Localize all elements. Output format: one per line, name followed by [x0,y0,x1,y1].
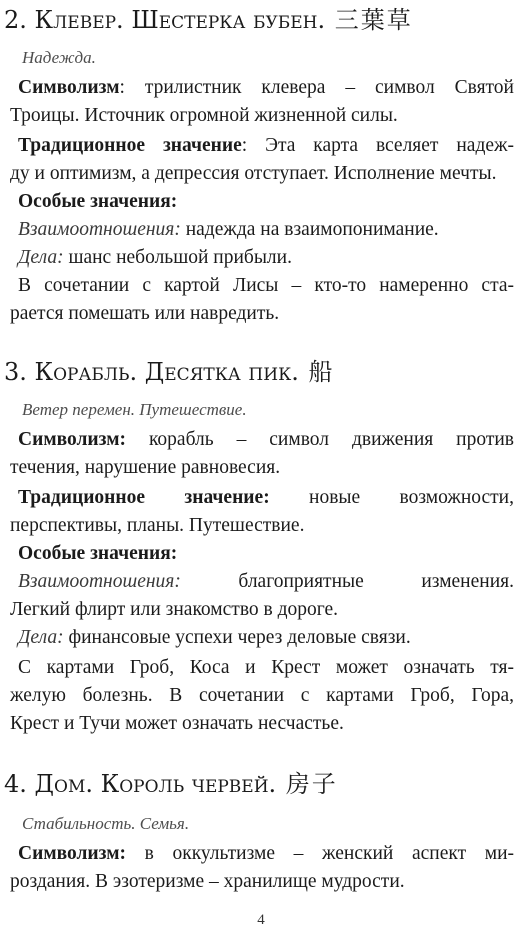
affairs-line [18,626,514,650]
symbolism-line-2: течения, нарушение равновесия. [10,457,281,478]
affairs-text: финансовые успехи через деловые связи. [63,627,411,648]
symbolism-text: корабль – символ движения против [126,429,514,450]
page-number: 4 [257,912,265,928]
combo-line: В сочетании с картой Лисы – кто-то намеренно ста- [18,275,514,296]
relations-line [18,570,514,594]
section-kanji: 三葉草 [334,6,413,34]
section-heading-2 [4,4,522,36]
section-number: 2. [4,6,27,34]
symbolism-label: Символизм [18,77,120,98]
section-number: 3. [4,358,27,386]
section-heading-3 [4,356,522,388]
affairs-line [18,246,514,270]
section-subtitle: Ветер перемен. Путешествие. [22,400,247,419]
section-number: 4. [4,770,27,798]
symbolism-line [18,428,514,452]
traditional-line-2: перспективы, планы. Путешествие. [10,515,305,536]
section-subtitle: Надежда. [22,48,96,67]
symbolism-label: Символизм: [18,843,127,864]
traditional-label: Традиционное значение [18,135,242,156]
symbolism-text: : трилистник клевера – символ Святой [119,77,514,98]
relations-line [18,218,514,242]
symbolism-label: Символизм: [18,429,127,450]
traditional-label: Традиционное значение: [18,487,270,508]
combo-line-3: Крест и Тучи может означать несчастье. [10,713,344,734]
symbolism-line-2: роздания. В эзотеризме – хранилище мудрости. [10,871,405,892]
relations-label: Взаимоотношения: [18,571,181,592]
traditional-line-2: ду и оптимизм, а депрессия отступает. Исполнение мечты. [10,163,497,184]
section-kanji: 船 [308,358,335,386]
relations-label: Взаимоотношения: [18,219,181,240]
special-label: Особые значения: [18,191,178,212]
section-heading-4 [4,768,522,800]
combo-line-2: рается помешать или навредить. [10,303,280,324]
relations-line-2: Легкий флирт или знакомство в дороге. [10,599,339,620]
traditional-text: : Эта карта вселяет надеж- [241,135,514,156]
affairs-text: шанс небольшой прибыли. [63,247,292,268]
affairs-label: Дела: [18,627,64,648]
combo-line: С картами Гроб, Коса и Крест может означать тя- [18,657,514,678]
affairs-label: Дела: [18,247,64,268]
traditional-line [18,134,514,158]
traditional-line [18,486,514,510]
special-label: Особые значения: [18,543,178,564]
section-kanji: 房子 [285,770,338,798]
traditional-text: новые возможности, [269,487,514,508]
section-title: Клевер. Шестерка бубен. [34,6,326,34]
symbolism-line [18,842,514,866]
combo-line-2: желую болезнь. В сочетании с картами Гроб, Гора, [10,685,514,706]
relations-text: благоприятные изменения. [180,571,514,592]
symbolism-line-2: Троицы. Источник огромной жизненной силы. [10,105,398,126]
section-subtitle: Стабильность. Семья. [22,814,190,833]
section-title: Корабль. Десятка пик. [34,358,299,386]
symbolism-text: в оккультизме – женский аспект ми- [126,843,514,864]
section-title: Дом. Король червей. [34,770,277,798]
symbolism-line [18,76,514,100]
relations-text: надежда на взаимопонимание. [180,219,439,240]
